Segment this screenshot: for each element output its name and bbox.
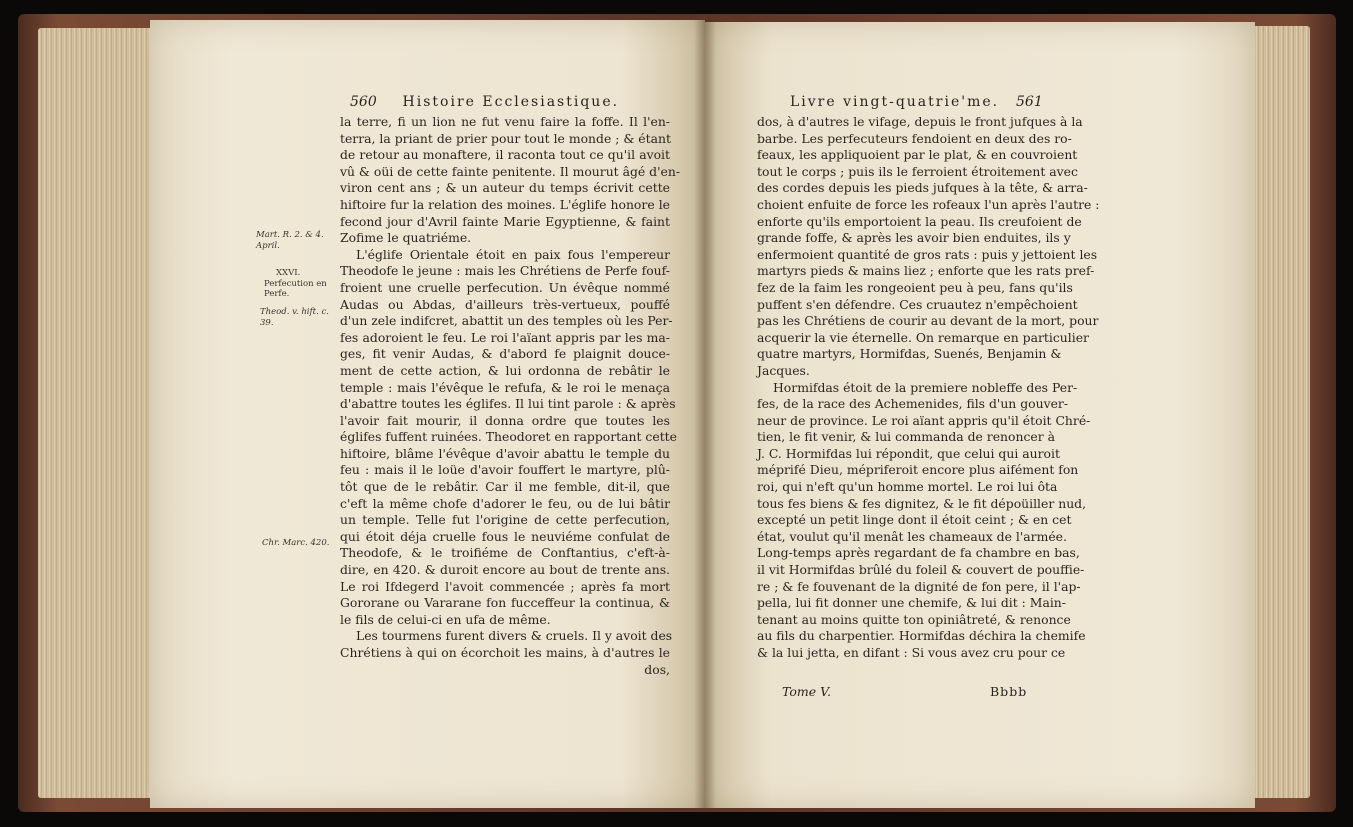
text-line: l'avoir fait mourir, il donna ordre que toutes les — [340, 412, 670, 428]
text-line: enforte qu'ils emportoient la peau. Ils creufoient de — [757, 213, 1082, 229]
text-line: neur de province. Le roi aïant appris qu'il étoit Chré- — [757, 412, 1091, 428]
text-line: froient une cruelle perfecution. Un évêque nommé — [340, 279, 670, 295]
left-body-text — [340, 114, 681, 678]
text-line: quatre martyrs, Hormifdas, Suenés, Benjamin & — [757, 346, 1062, 362]
page-edges-right — [1250, 26, 1310, 798]
text-line: grande foffe, & après les avoir bien enduites, ils y — [757, 230, 1071, 246]
signature-mark: Bbbb — [990, 684, 1028, 699]
text-line: fecond jour d'Avril fainte Marie Egyptienne, & faint — [340, 213, 670, 229]
left-running-head — [350, 94, 619, 110]
page-edges-left — [38, 28, 168, 798]
text-line: L'églife Orientale étoit en paix fous l'empereur — [356, 246, 670, 262]
text-line: ges, fit venir Audas, & d'abord fe plaignit douce- — [340, 346, 670, 362]
text-line: fes, de la race des Achemenides, fils d'un gouver- — [757, 396, 1069, 412]
text-line: enfermoient quantité de gros rats : puis y jettoient les — [757, 246, 1098, 262]
margin-note-section-title-2: Perfe. — [264, 289, 290, 299]
text-line: re ; & fe fouvenant de la dignité de fon pere, il l'ap- — [757, 578, 1081, 594]
text-line: fez de la faim les rongeoient peu à peu, fans qu'ils — [757, 279, 1073, 295]
margin-note-april: April. — [256, 241, 280, 251]
text-line: roi, qui n'eft qu'un homme mortel. Le roi lui ôta — [757, 479, 1058, 495]
text-line: hiftoire, blâme l'évêque d'avoir abattu le temple du — [340, 445, 670, 461]
text-line: état, voulut qu'il menât les chameaux de l'armée. — [757, 528, 1067, 544]
catchword: dos, — [644, 661, 670, 677]
text-line: c'eft la même chofe d'adorer le feu, ou de lui bâtir — [340, 495, 670, 511]
margin-note-chr: Chr. Marc. 420. — [262, 538, 330, 548]
text-line: Zofime le quatriéme. — [340, 230, 472, 246]
text-line: feaux, les appliquoient par le plat, & en couvroient — [757, 147, 1078, 163]
right-title: Livre vingt-quatrie'me. — [790, 94, 1000, 110]
text-line: d'abattre toutes les églifes. Il lui tint parole : & après — [340, 396, 676, 412]
text-line: pas les Chrétiens de courir au devant de la mort, pour — [757, 313, 1099, 329]
text-line: Les tourmens furent divers & cruels. Il y avoit des — [356, 628, 673, 644]
left-title: Histoire Ecclesiastique. — [402, 94, 620, 110]
text-line: tous fes biens & fes dignitez, & le fit dépoüiller nud, — [757, 495, 1087, 511]
left-page-number: 560 — [350, 94, 377, 110]
text-line: terra, la priant de prier pour tout le monde ; & étant — [340, 130, 671, 146]
text-line: ment de cette action, & lui ordonna de rebâtir le — [340, 362, 670, 378]
text-line: tout le corps ; puis ils le ferroient étroitement avec — [757, 163, 1078, 179]
text-line: Hormifdas étoit de la premiere nobleffe des Per- — [773, 379, 1078, 395]
margin-note-section-title: Perfecution en — [264, 279, 327, 289]
text-line: qui étoit déja cruelle fous le neuviéme confulat de — [340, 528, 670, 544]
text-line: vû & oüi de cette fainte penitente. Il mourut âgé d'en- — [340, 163, 681, 179]
text-line: dos, à d'autres le vifage, depuis le front jufques à la — [757, 114, 1083, 129]
text-line: barbe. Les perfecuteurs fendoient en deux des ro- — [757, 130, 1072, 146]
text-line: des cordes depuis les pieds jufques à la tête, & arra- — [757, 180, 1088, 196]
text-line: temple : mais l'évêque le refufa, & le roi le menaça — [340, 379, 670, 395]
text-line: viron cent ans ; & un auteur du temps écrivit cette — [340, 180, 670, 196]
text-line: d'un zele indifcret, abattit un des temples où les Per- — [340, 313, 673, 329]
text-line: J. C. Hormifdas lui répondit, que celui qui auroit — [757, 445, 1060, 461]
text-line: & la lui jetta, en difant : Si vous avez cru pour ce — [757, 645, 1066, 660]
right-page-number: 561 — [1016, 94, 1043, 110]
text-line: tenant au moins quitte ton opiniâtreté, & renonce — [757, 611, 1071, 627]
right-running-head — [790, 94, 999, 110]
text-line: églifes fuffent ruinées. Theodoret en rapportant cette — [340, 429, 677, 445]
right-page-number-wrap — [1016, 94, 1043, 110]
margin-note-mart: Mart. R. 2. & 4. — [256, 230, 324, 240]
text-line: Audas ou Abdas, d'ailleurs très-vertueux, pouffé — [340, 296, 670, 312]
text-line: au fils du charpentier. Hormifdas déchira la chemife — [757, 628, 1086, 644]
text-line: choient enfuite de force les rofeaux l'un après l'autre : — [757, 196, 1100, 212]
text-line: fes adoroient le feu. Le roi l'aïant appris par les ma- — [340, 329, 670, 345]
text-line: hiftoire fur la relation des moines. L'églife honore le — [340, 196, 670, 212]
text-line: il vit Hormifdas brûlé du foleil & couvert de pouffie- — [757, 562, 1085, 578]
text-line: méprifé Dieu, mépriferoit encore plus aifément fon — [757, 462, 1079, 478]
text-line: la terre, fi un lion ne fut venu faire la foffe. Il l'en- — [340, 114, 670, 129]
text-line: tien, le fit venir, & lui commanda de renoncer à — [757, 429, 1055, 445]
text-line: martyrs pieds & mains liez ; enforte que les rats pref- — [757, 263, 1095, 279]
text-line: Theodofe, & le troifiéme de Conftantius, c'eft-à- — [340, 545, 670, 561]
text-line: puffent s'en défendre. Ces cruautez n'empêchoient — [757, 296, 1078, 312]
text-line: un temple. Telle fut l'origine de cette perfecution, — [340, 512, 670, 528]
volume-label: Tome V. — [782, 684, 831, 699]
text-line: Long-temps après regardant de fa chambre en bas, — [757, 545, 1080, 561]
book-gutter — [694, 20, 716, 808]
margin-note-theod: Theod. v. hift. c. — [260, 307, 329, 317]
text-line: dire, en 420. & duroit encore au bout de trente ans. — [340, 562, 670, 578]
margin-note-theod-2: 39. — [260, 318, 274, 328]
text-line: pella, lui fit donner une chemife, & lui dit : Main- — [757, 595, 1066, 611]
text-line: Jacques. — [757, 362, 810, 378]
text-line: Le roi Ifdegerd l'avoit commencée ; après fa mort — [340, 578, 670, 594]
text-line: Theodofe le jeune : mais les Chrétiens de Perfe fouf- — [340, 263, 670, 279]
text-line: de retour au monaftere, il raconta tout ce qu'il avoit — [340, 147, 670, 163]
text-line: Chrétiens à qui on écorchoit les mains, à d'autres le — [340, 645, 670, 660]
text-line: feu : mais il le loüe d'avoir fouffert le martyre, plû- — [340, 462, 670, 478]
text-line: acquerir la vie éternelle. On remarque en particulier — [757, 329, 1089, 345]
text-line: Gororane ou Vararane fon fucceffeur la continua, & — [340, 595, 670, 611]
margin-note-section-number: XXVI. — [276, 268, 301, 278]
text-line: excepté un petit linge dont il étoit ceint ; & en cet — [757, 512, 1072, 528]
text-line: le fils de celui-ci en ufa de même. — [340, 611, 551, 627]
right-body-text — [757, 114, 1100, 662]
text-line: tôt que de le rebâtir. Car il me femble, dit-il, que — [340, 479, 670, 495]
